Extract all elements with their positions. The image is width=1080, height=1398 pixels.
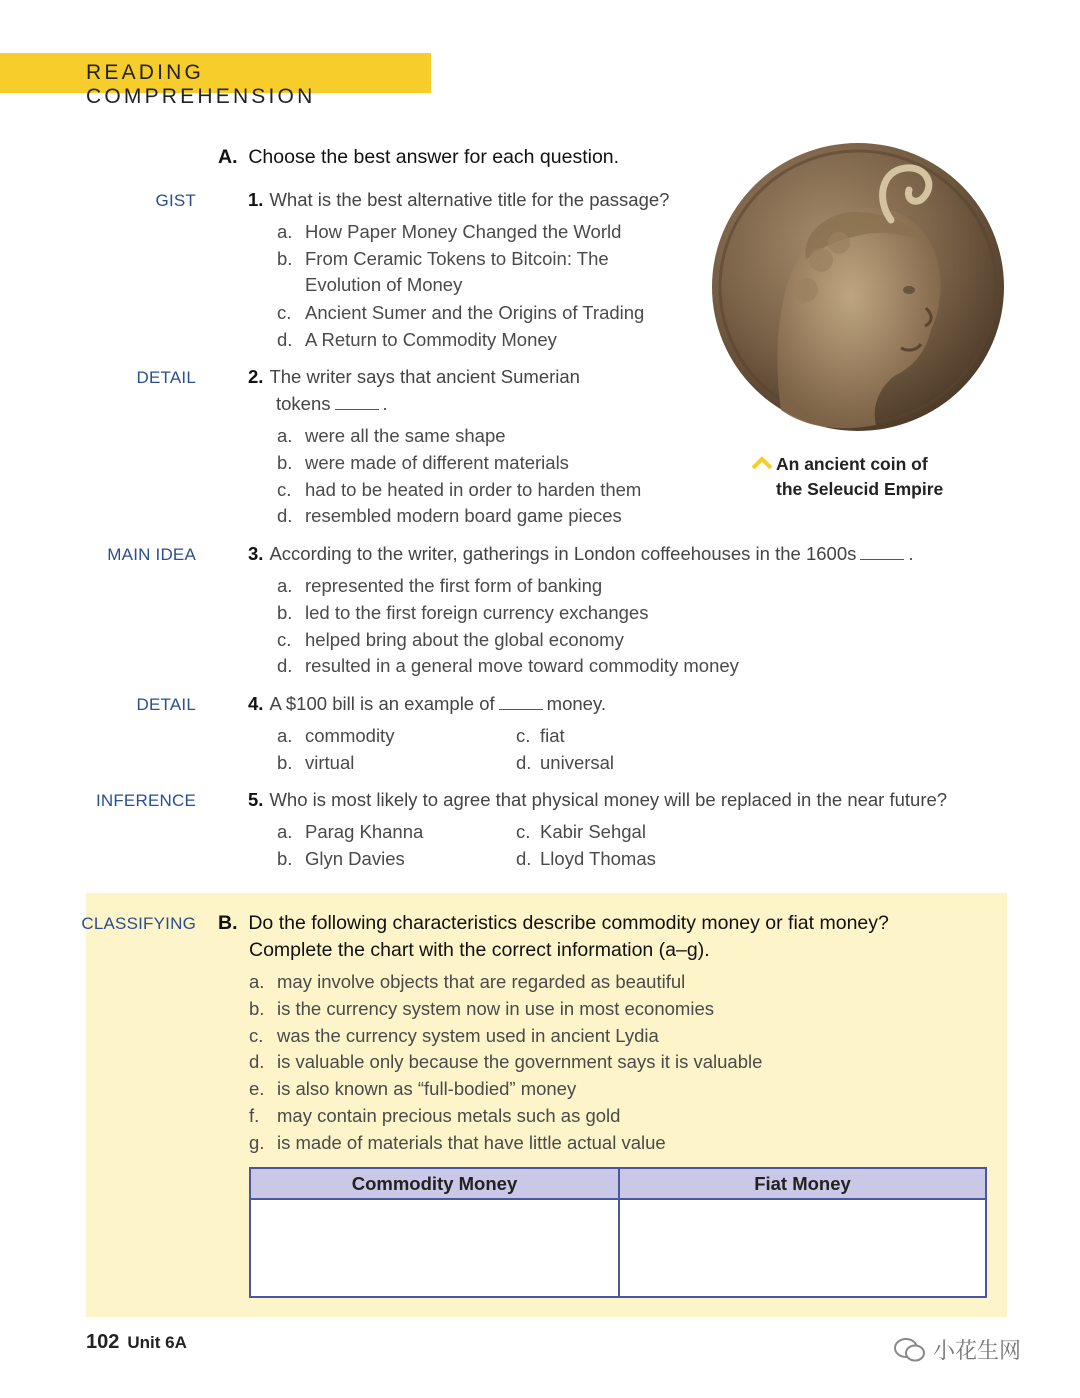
q4-option-a[interactable] <box>277 725 394 747</box>
option-letter: a. <box>277 425 293 446</box>
option-text: were made of different materials <box>305 452 569 473</box>
option-text: helped bring about the global economy <box>305 629 624 650</box>
question-text: A $100 bill is an example of <box>269 693 495 714</box>
item-text: may contain precious metals such as gold <box>277 1105 621 1126</box>
q5-option-b[interactable] <box>277 848 405 870</box>
section-a-instruction: Choose the best answer for each question. <box>248 146 620 168</box>
option-text: resulted in a general move toward commodity money <box>305 655 739 676</box>
caption-line-2: the Seleucid Empire <box>776 479 944 499</box>
q4-option-b[interactable] <box>277 752 354 774</box>
watermark <box>893 1334 1021 1365</box>
page-footer <box>86 1331 187 1354</box>
option-text: universal <box>540 752 615 773</box>
label-inference: INFERENCE <box>95 791 196 810</box>
option-letter: c. <box>516 821 531 842</box>
q3-option-b[interactable] <box>277 602 648 624</box>
question-text: The writer says that ancient Sumerian <box>269 366 580 387</box>
q3-option-c[interactable] <box>277 629 624 651</box>
item-letter: g. <box>249 1132 265 1153</box>
option-text: How Paper Money Changed the World <box>305 221 622 242</box>
option-text: led to the first foreign currency exchanges <box>305 602 649 623</box>
answer-blank <box>860 545 904 560</box>
option-text: Glyn Davies <box>305 848 405 869</box>
option-letter: a. <box>277 725 293 746</box>
question-text: Who is most likely to agree that physical money will be replaced in the near future? <box>269 789 948 810</box>
option-text: virtual <box>305 752 355 773</box>
section-b-heading <box>218 912 889 935</box>
q1-option-b-cont <box>277 274 462 296</box>
item-letter: a. <box>249 971 265 992</box>
q4-option-c[interactable] <box>516 725 565 747</box>
question-4 <box>248 693 606 715</box>
page-number: 102 <box>86 1331 120 1353</box>
coin-caption <box>752 452 943 502</box>
q5-option-d[interactable] <box>516 848 656 870</box>
section-b-line-2: Complete the chart with the correct information (a–g). <box>249 939 710 961</box>
label-gist: GIST <box>155 191 196 210</box>
chart-header-fiat: Fiat Money <box>620 1169 985 1200</box>
question-2-cont: tokens . <box>276 393 388 414</box>
item-letter: c. <box>249 1025 264 1046</box>
q3-option-d[interactable] <box>277 655 739 677</box>
option-text: Ancient Sumer and the Origins of Trading <box>305 302 645 323</box>
label-detail: DETAIL <box>136 368 196 387</box>
option-text: Parag Khanna <box>305 821 424 842</box>
option-text: resembled modern board game pieces <box>305 505 622 526</box>
item-text: is the currency system now in use in most economies <box>277 998 714 1019</box>
option-text: had to be heated in order to harden them <box>305 479 642 500</box>
option-letter: d. <box>277 505 293 526</box>
label-detail: DETAIL <box>136 695 196 714</box>
caption-line-1: An ancient coin of <box>776 454 928 474</box>
q1-option-b[interactable] <box>277 248 609 270</box>
characteristic-e <box>249 1078 576 1100</box>
item-text: is valuable only because the government says it is valuable <box>277 1051 763 1072</box>
label-main-idea: MAIN IDEA <box>107 545 196 564</box>
banner-title: READING COMPREHENSION <box>86 61 316 108</box>
q1-option-a[interactable] <box>277 221 621 243</box>
option-letter: b. <box>277 602 293 623</box>
q1-option-c[interactable] <box>277 302 644 324</box>
watermark-text: 小花生网 <box>933 1338 1022 1363</box>
section-b-letter: B. <box>218 912 238 934</box>
q2-option-d[interactable] <box>277 505 622 527</box>
unit-label: Unit 6A <box>127 1333 187 1352</box>
option-letter: c. <box>277 302 292 323</box>
characteristic-d <box>249 1051 762 1073</box>
option-text: Evolution of Money <box>305 274 463 295</box>
option-text: A Return to Commodity Money <box>305 329 557 350</box>
question-number: 4. <box>248 693 264 714</box>
option-letter: b. <box>277 752 293 773</box>
option-letter: c. <box>277 479 292 500</box>
item-letter: e. <box>249 1078 265 1099</box>
characteristic-a <box>249 971 685 993</box>
section-a-letter: A. <box>218 146 238 168</box>
wechat-icon <box>893 1337 927 1363</box>
commodity-answer-cell[interactable] <box>251 1200 618 1296</box>
characteristic-c <box>249 1025 659 1047</box>
option-letter: a. <box>277 821 293 842</box>
seleucid-coin-image <box>711 140 1005 434</box>
item-text: was the currency system used in ancient Lydia <box>277 1025 659 1046</box>
answer-blank <box>335 395 379 410</box>
q5-option-a[interactable] <box>277 821 423 843</box>
question-3: 3. According to the writer, gatherings in London coffeehouses in the 1600s . <box>248 543 914 564</box>
question-number: 5. <box>248 789 264 810</box>
item-letter: f. <box>249 1105 260 1126</box>
section-banner <box>0 53 431 108</box>
question-text: money. <box>546 693 606 714</box>
option-letter: b. <box>277 248 293 269</box>
q2-option-a[interactable] <box>277 425 506 447</box>
option-letter: d. <box>277 655 293 676</box>
item-letter: d. <box>249 1051 265 1072</box>
question-number: 3. <box>248 543 264 564</box>
q1-option-d[interactable] <box>277 329 557 351</box>
option-text: Lloyd Thomas <box>540 848 656 869</box>
question-2 <box>248 366 580 388</box>
item-letter: b. <box>249 998 265 1019</box>
q2-option-b[interactable] <box>277 452 569 474</box>
item-text: is made of materials that have little actual value <box>277 1132 666 1153</box>
label-classifying: CLASSIFYING <box>81 914 196 933</box>
section-a-heading <box>218 146 619 169</box>
answer-blank <box>499 695 543 710</box>
question-5 <box>248 789 947 811</box>
option-letter: d. <box>516 752 532 773</box>
item-text: is also known as “full-bodied” money <box>277 1078 577 1099</box>
option-text: represented the first form of banking <box>305 575 603 596</box>
option-text: commodity <box>305 725 395 746</box>
question-number: 2. <box>248 366 264 387</box>
option-text: were all the same shape <box>305 425 506 446</box>
option-letter: d. <box>516 848 532 869</box>
q2-option-c[interactable] <box>277 479 641 501</box>
option-text: fiat <box>540 725 565 746</box>
option-letter: c. <box>277 629 292 650</box>
option-text: From Ceramic Tokens to Bitcoin: The <box>305 248 609 269</box>
characteristic-b <box>249 998 714 1020</box>
item-text: may involve objects that are regarded as beautiful <box>277 971 686 992</box>
fiat-answer-cell[interactable] <box>620 1200 985 1296</box>
option-letter: a. <box>277 221 293 242</box>
chart-header-commodity: Commodity Money <box>251 1169 618 1200</box>
q3-option-a[interactable] <box>277 575 602 597</box>
classification-chart <box>249 1167 987 1298</box>
option-letter: b. <box>277 452 293 473</box>
option-letter: b. <box>277 848 293 869</box>
question-text: What is the best alternative title for the passage? <box>269 189 670 210</box>
characteristic-g <box>249 1132 666 1154</box>
option-letter: c. <box>516 725 531 746</box>
characteristic-f <box>249 1105 620 1127</box>
section-b-line-1: Do the following characteristics describe commodity money or fiat money? <box>248 912 889 934</box>
option-letter: a. <box>277 575 293 596</box>
question-text: According to the writer, gatherings in London coffeehouses in the 1600s <box>269 543 857 564</box>
q4-option-d[interactable] <box>516 752 614 774</box>
question-number: 1. <box>248 189 264 210</box>
option-letter: d. <box>277 329 293 350</box>
question-1 <box>248 189 669 211</box>
question-text: tokens <box>276 393 331 414</box>
option-text: Kabir Sehgal <box>540 821 646 842</box>
q5-option-c[interactable] <box>516 821 646 843</box>
